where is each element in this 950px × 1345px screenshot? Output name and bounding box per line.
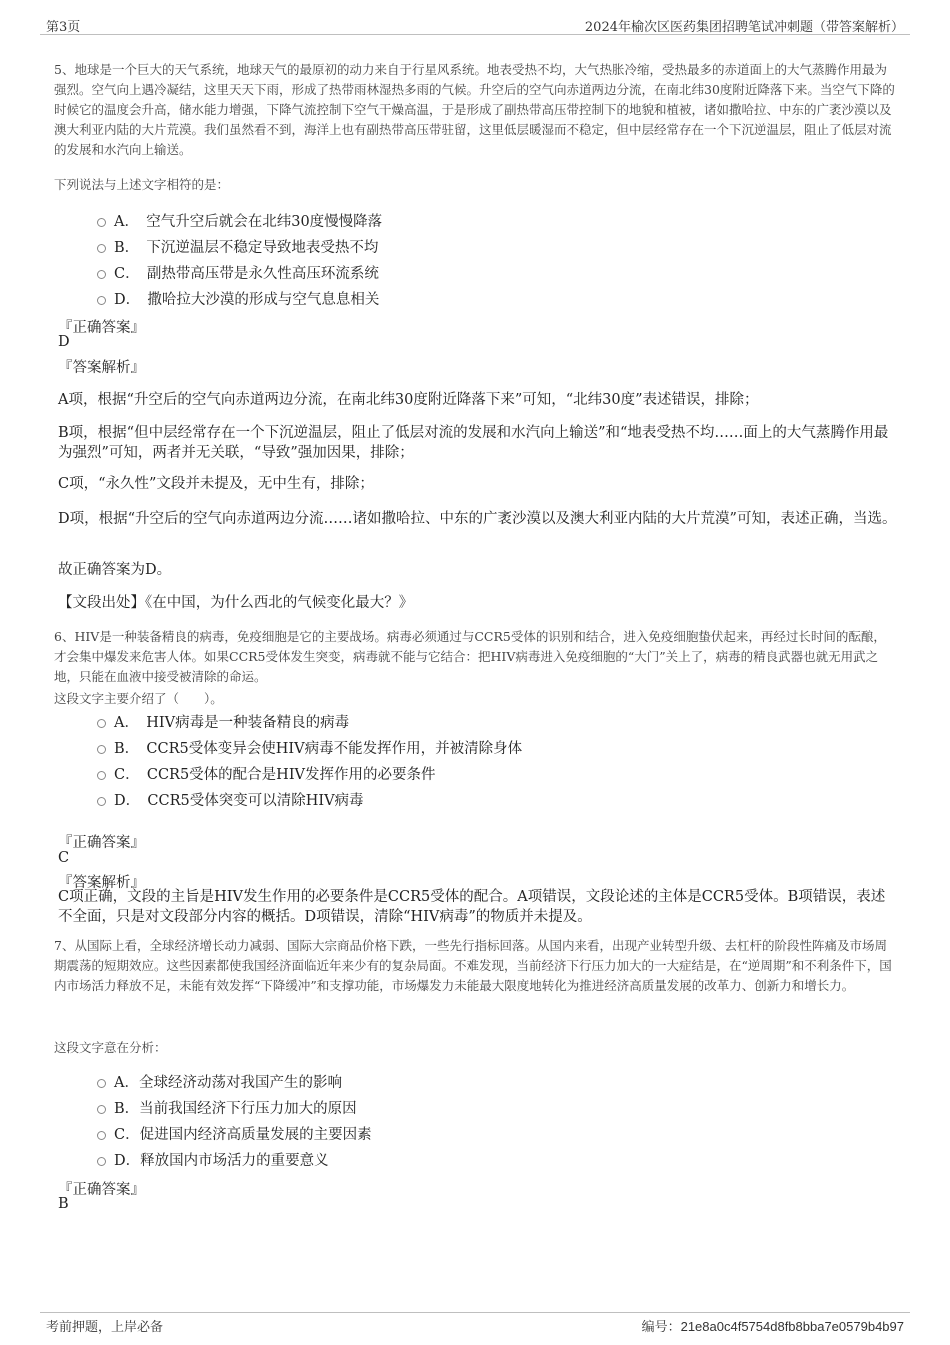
radio-icon[interactable] [97,218,106,227]
q6-analysis-label: 『答案解析』 [58,875,145,891]
radio-icon[interactable] [97,745,106,754]
footer-slogan: 考前押题，上岸必备 [46,1320,164,1335]
q5-analysis-a: A项，根据“升空后的空气向赤道两边分流，在南北纬30度附近降落下来”可知，“北纬30度”表述错误，排除； [58,392,759,408]
radio-icon[interactable] [97,1105,106,1114]
q7-option-a[interactable]: A．全球经济动荡对我国产生的影响 [97,1071,342,1092]
radio-icon[interactable] [97,244,106,253]
radio-icon[interactable] [97,771,106,780]
q7-option-d[interactable]: D．释放国内市场活力的重要意义 [97,1149,329,1170]
document-title: 2024年榆次区医药集团招聘笔试冲刺题（带答案解析） [584,20,904,35]
page-number: 第3页 [46,20,81,35]
q6-passage: 6、HIV是一种装备精良的病毒，免疫细胞是它的主要战场。病毒必须通过与CCR5受体的识别和结合，进入免疫细胞蛰伏起来，再经过长时间的酝酿，才会集中爆发来危害人体。如果CCR5受体发生突变，病毒就不能与它结合：把HIV病毒进入免疫细胞的“大门”关上了，病毒的精良武器也就无用武之地，只能在血液中接受被清除的命运。 [54,629,886,684]
q6-question: 这段文字主要介绍了（ ）。 [54,691,223,706]
q6-option-c[interactable]: C． CCR5受体的配合是HIV发挥作用的必要条件 [97,763,436,784]
q7-question: 这段文字意在分析： [54,1040,167,1055]
q7-answer-label: 『正确答案』 [58,1182,145,1198]
q7-answer: B [58,1196,69,1212]
q5-option-a[interactable]: A． 空气升空后就会在北纬30度慢慢降落 [97,210,382,231]
q5-option-c[interactable]: C． 副热带高压带是永久性高压环流系统 [97,262,379,283]
q6-option-d[interactable]: D． CCR5受体突变可以清除HIV病毒 [97,789,364,810]
q5-passage: 5、地球是一个巨大的天气系统，地球天气的最原初的动力来自于行星风系统。地表受热不均，大气热胀冷缩，受热最多的赤道面上的大气蒸腾作用最为强烈。空气向上遇冷凝结，这里天天下雨，形成了热带雨林湿热多雨的气候。升空后的空气向赤道两边分流，在南北纬30度附近降落下来。当空气下降的时候它的温度会升高，储水能力增强，下降气流控制下空气干燥高温，于是形成了副热带高压带控制下的地貌和植被，诸如撒哈拉、中东的广袤沙漠以及澳大利亚内陆的大片荒漠。我们虽然看不到，海洋上也有副热带高压带驻留，这里低层暖湿而不稳定，但中层经常存在一个下沉逆温层，阻止了低层对流的发展和水汽向上输送。 [54,62,895,157]
q5-answer-label: 『正确答案』 [58,320,145,336]
radio-icon[interactable] [97,1079,106,1088]
q5-conclusion: 故正确答案为D。 [58,562,172,578]
q6-answer-label: 『正确答案』 [58,835,145,851]
q5-answer: D [58,334,70,350]
q6-option-a[interactable]: A． HIV病毒是一种装备精良的病毒 [97,711,349,732]
q5-option-b[interactable]: B． 下沉逆温层不稳定导致地表受热不均 [97,236,378,257]
q5-question: 下列说法与上述文字相符的是： [54,177,230,192]
q5-option-d[interactable]: D． 撒哈拉大沙漠的形成与空气息息相关 [97,288,379,309]
q7-option-b[interactable]: B．当前我国经济下行压力加大的原因 [97,1097,357,1118]
q6-answer: C [58,850,70,866]
q5-analysis-d: D项，根据“升空后的空气向赤道两边分流……诸如撒哈拉、中东的广袤沙漠以及澳大利亚内陆的大片荒漠”可知，表述正确，当选。 [58,511,897,527]
q5-analysis-b: B项，根据“但中层经常存在一个下沉逆温层，阻止了低层对流的发展和水汽向上输送”和“地表受热不均……面上的大气蒸腾作用最为强烈”可知，两者并无关联，“导致”强加因果，排除； [58,425,889,461]
q5-source: 【文段出处】《在中国，为什么西北的气候变化最大？》 [58,595,414,611]
page-header [40,14,910,35]
radio-icon[interactable] [97,719,106,728]
radio-icon[interactable] [97,296,106,305]
q7-passage: 7、从国际上看，全球经济增长动力减弱、国际大宗商品价格下跌，一些先行指标回落。从国内来看，出现产业转型升级、去杠杆的阶段性阵痛及市场周期震荡的短期效应。这些因素都使我国经济面临近年来少有的复杂局面。不难发现，当前经济下行压力加大的一大症结是，在“逆周期”和不利条件下，国内市场活力释放不足，未能有效发挥“下降缓冲”和支撑功能，市场爆发力未能最大限度地转化为推进经济高质量发展的改革力、创新力和增长力。 [54,938,892,993]
q6-analysis: C项正确，文段的主旨是HIV发生作用的必要条件是CCR5受体的配合。A项错误，文段论述的主体是CCR5受体。B项错误，表述不全面，只是对文段部分内容的概括。D项错误，清除“HIV病毒”的物质并未提及。 [58,889,886,925]
document-code: 编号：21e8a0c4f5754d8fb8bba7e0579b4b97 [641,1319,904,1334]
q5-analysis-c: C项，“永久性”文段并未提及，无中生有，排除； [58,476,374,492]
radio-icon[interactable] [97,1157,106,1166]
radio-icon[interactable] [97,797,106,806]
page-footer [40,1312,910,1333]
q6-option-b[interactable]: B． CCR5受体变异会使HIV病毒不能发挥作用，并被清除身体 [97,737,522,758]
q7-option-c[interactable]: C．促进国内经济高质量发展的主要因素 [97,1123,372,1144]
q5-analysis-label: 『答案解析』 [58,360,145,376]
radio-icon[interactable] [97,270,106,279]
radio-icon[interactable] [97,1131,106,1140]
